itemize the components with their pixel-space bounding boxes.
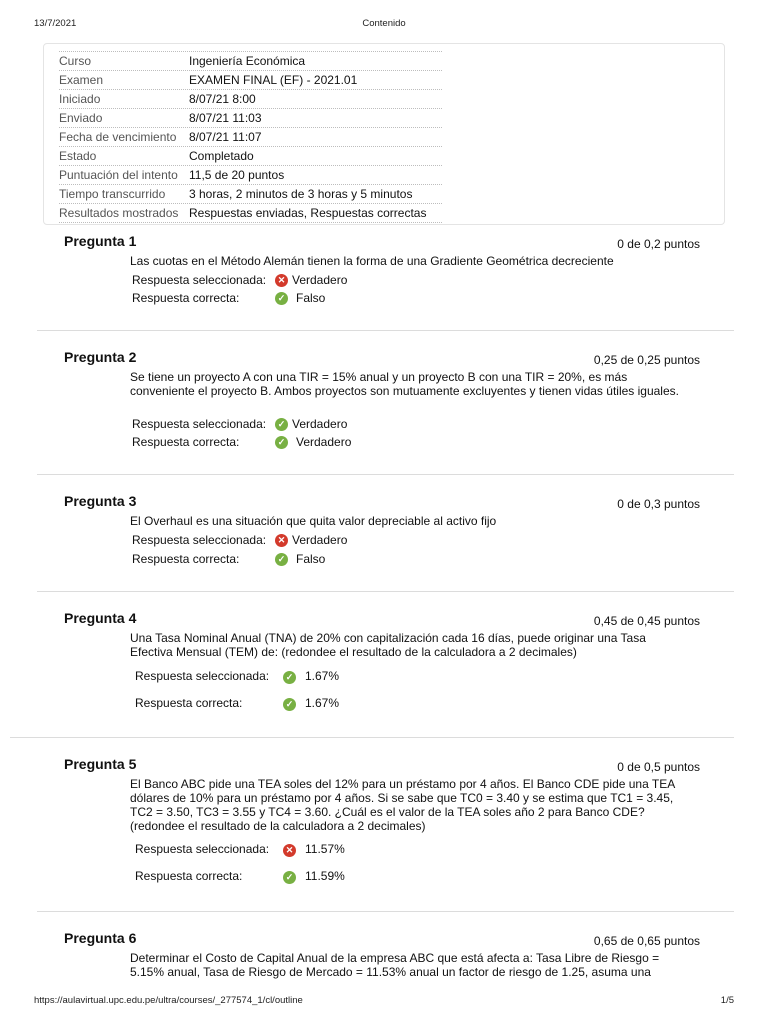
page-number: 1/5 [720,995,734,1006]
correct-icon: ✓ [283,698,296,711]
correct-answer-value: Verdadero [296,435,352,449]
summary-value: Completado [189,149,254,163]
question-title: Pregunta 4 [64,610,137,626]
question-points: 0 de 0,3 puntos [617,497,700,511]
correct-icon: ✓ [275,292,288,305]
print-title: Contenido [362,18,406,29]
correct-answer-label: Respuesta correcta: [135,868,243,883]
summary-row [59,128,442,147]
summary-value: 8/07/21 11:03 [189,111,262,125]
selected-answer-label: Respuesta seleccionada: [132,273,267,287]
summary-row [59,147,442,166]
summary-value: 3 horas, 2 minutos de 3 horas y 5 minutos [189,187,413,201]
correct-icon: ✓ [283,871,296,884]
selected-answer-row [135,840,345,857]
selected-answer-label: Respuesta seleccionada: [135,841,270,856]
summary-value: 11,5 de 20 puntos [189,168,285,182]
question-text: Se tiene un proyecto A con una TIR = 15% anual y un proyecto B con una TIR = 20%, es más conveniente el proyecto B. Ambos proyectos son mutuamente excluyentes y tienen vidas útiles iguales. [130,370,679,398]
correct-answer-label: Respuesta correcta: [132,291,240,305]
selected-answer-value: Verdadero [292,273,348,287]
selected-answer-row [132,417,347,431]
summary-label: Resultados mostrados [59,206,179,220]
summary-value: Ingeniería Económica [189,54,306,68]
summary-row [59,71,442,90]
page-url[interactable]: https://aulavirtual.upc.edu.pe/ultra/courses/_277574_1/cl/outline [34,995,303,1006]
question-divider [37,591,734,592]
correct-answer-label: Respuesta correcta: [135,695,243,710]
correct-icon: ✓ [275,436,288,449]
correct-answer-row [132,291,325,305]
attempt-summary [43,43,725,225]
correct-answer-value: 11.59% [305,868,345,883]
question-text: Determinar el Costo de Capital Anual de la empresa ABC que está afecta a: Tasa Libre de Riesgo = 5.15% anual, Tasa de Riesgo de Mercado = 11.53% anual un factor de riesgo de 1.25, asuma una [130,951,660,979]
question-divider [10,737,734,738]
correct-answer-row [132,435,351,449]
summary-label: Examen [59,73,104,87]
question-text: Una Tasa Nominal Anual (TNA) de 20% con capitalización cada 16 días, puede originar una Tasa Efectiva Mensual (TEM) de: (redondee el resultado de la calculadora a 2 decimales) [130,631,646,659]
question-title: Pregunta 2 [64,349,137,365]
question-text: El Overhaul es una situación que quita valor depreciable al activo fijo [130,514,497,528]
summary-label: Iniciado [59,92,101,106]
question-title: Pregunta 6 [64,930,137,946]
summary-value: 8/07/21 8:00 [189,92,256,106]
summary-row [59,185,442,204]
summary-row [59,204,442,223]
correct-icon: ✓ [275,553,288,566]
question-title: Pregunta 1 [64,233,137,249]
correct-answer-row [132,552,325,566]
selected-answer-value: 1.67% [305,668,340,683]
question-divider [37,330,734,331]
selected-answer-value: Verdadero [292,533,348,547]
correct-answer-label: Respuesta correcta: [132,435,240,449]
selected-answer-row [132,533,347,547]
incorrect-icon: ✕ [283,844,296,857]
correct-icon: ✓ [275,418,288,431]
selected-answer-row [135,667,339,684]
summary-row [59,51,442,71]
question-divider [37,911,734,912]
selected-answer-label: Respuesta seleccionada: [132,533,267,547]
summary-label: Enviado [59,111,103,125]
summary-label: Puntuación del intento [59,168,178,182]
question-points: 0,25 de 0,25 puntos [593,353,700,367]
summary-label: Fecha de vencimiento [59,130,177,144]
selected-answer-value: 11.57% [305,841,345,856]
selected-answer-label: Respuesta seleccionada: [135,668,270,683]
question-points: 0 de 0,5 puntos [617,760,700,774]
correct-answer-label: Respuesta correcta: [132,552,240,566]
correct-answer-row [135,694,339,711]
correct-answer-row [135,867,345,884]
summary-label: Estado [59,149,97,163]
question-divider [37,474,734,475]
question-title: Pregunta 5 [64,756,137,772]
incorrect-icon: ✕ [275,274,288,287]
summary-row [59,90,442,109]
summary-value: EXAMEN FINAL (EF) - 2021.01 [189,73,358,87]
summary-value: 8/07/21 11:07 [189,130,262,144]
print-date: 13/7/2021 [34,18,77,29]
selected-answer-row [132,273,347,287]
summary-label: Curso [59,54,92,68]
question-points: 0 de 0,2 puntos [617,237,700,251]
correct-answer-value: Falso [296,552,326,566]
summary-label: Tiempo transcurrido [59,187,166,201]
selected-answer-label: Respuesta seleccionada: [132,417,267,431]
summary-value: Respuestas enviadas, Respuestas correctas [189,206,427,220]
question-points: 0,65 de 0,65 puntos [593,934,700,948]
summary-row [59,109,442,128]
summary-row [59,166,442,185]
selected-answer-value: Verdadero [292,417,348,431]
correct-icon: ✓ [283,671,296,684]
correct-answer-value: Falso [296,291,326,305]
incorrect-icon: ✕ [275,534,288,547]
question-text: Las cuotas en el Método Alemán tienen la forma de una Gradiente Geométrica decreciente [130,254,614,268]
question-points: 0,45 de 0,45 puntos [593,614,700,628]
summary-table [59,51,442,223]
question-title: Pregunta 3 [64,493,137,509]
question-text: El Banco ABC pide una TEA soles del 12% para un préstamo por 4 años. El Banco CDE pide una TEA dólares de 10% para un préstamo por 4 años. Si se sabe que TC0 = 3.40 y se estima que TC1 = 3.45, TC2 = 3.50, TC3 = 3.55 y TC4 = 3.60. ¿Cuál es el valor de la TEA soles año 2 para Banco CDE? (redondee el resultado de la calculadora a 2 decimales) [130,777,675,833]
correct-answer-value: 1.67% [305,695,340,710]
